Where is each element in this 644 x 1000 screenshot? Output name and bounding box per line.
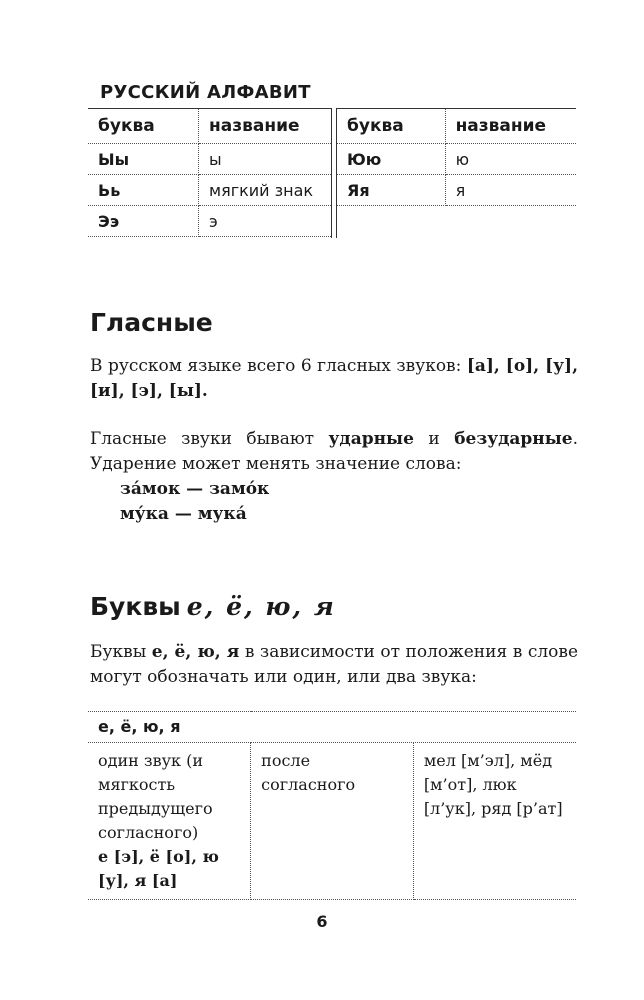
letter-cell: Ээ [88, 206, 199, 237]
name-cell: я [445, 175, 576, 206]
name-cell: э [199, 206, 332, 237]
header-name: название [199, 109, 332, 144]
alphabet-table-left [88, 108, 331, 237]
letters-list: е, ё, ю, я [151, 642, 240, 662]
table-row [88, 175, 331, 206]
table-row [88, 743, 576, 900]
example-line: за́мок — замо́к [120, 479, 270, 499]
example-line: му́ка — мука́ [120, 504, 247, 524]
table-header-row [88, 712, 576, 743]
vowels-paragraph-1 [90, 354, 578, 404]
vowel-sounds: [а], [о], [у], [и], [э], [ы]. [90, 356, 578, 401]
table-row [88, 144, 331, 175]
table-cell-examples: мел [м’эл], мёд [м’от], люк [л’ук], ряд [р’ат] [413, 743, 576, 900]
letter-cell: Яя [337, 175, 445, 206]
cell-text: один звук (и мягкость предыдущего согласного) [98, 751, 213, 842]
name-cell: ю [445, 144, 576, 175]
name-cell: мягкий знак [199, 175, 332, 206]
stress-examples [120, 477, 269, 527]
paragraph-text: . Ударение может менять значение слова: [90, 429, 579, 474]
letter-cell: Юю [337, 144, 445, 175]
paragraph-text: в зависимости от положения в слове могут обозначать или один, или два звука: [90, 642, 579, 687]
letter-cell: Ьь [88, 175, 199, 206]
header-letter: буква [337, 109, 445, 144]
table-row [337, 144, 576, 175]
paragraph-text: Гласные звуки бывают [90, 429, 329, 449]
table-row [337, 175, 576, 206]
cell-bold-text: е [э], ё [о], ю [у], я [а] [98, 847, 219, 890]
table-header-cell: е, ё, ю, я [88, 712, 576, 743]
unstressed-term: безударные [454, 429, 573, 449]
stressed-term: ударные [328, 429, 414, 449]
vowels-paragraph-2 [90, 427, 578, 477]
letters-heading [90, 592, 336, 621]
table-cell-position: после согласного [251, 743, 414, 900]
letters-paragraph [90, 640, 578, 690]
paragraph-text: В русском языке всего 6 гласных звуков: [90, 356, 467, 376]
alphabet-title: РУССКИЙ АЛФАВИТ [100, 82, 311, 103]
name-cell: ы [199, 144, 332, 175]
table-header-row [88, 109, 331, 144]
letters-table [88, 711, 576, 900]
page-number: 6 [316, 912, 328, 931]
letters-heading-letters: е, ё, ю, я [186, 592, 336, 621]
header-letter: буква [88, 109, 199, 144]
table-cell-description [88, 743, 251, 900]
table-header-row [337, 109, 576, 144]
paragraph-text: и [413, 429, 455, 449]
header-name: название [445, 109, 576, 144]
alphabet-table [88, 108, 576, 238]
paragraph-text: Буквы [90, 642, 152, 662]
table-row [88, 206, 331, 237]
letter-cell: Ыы [88, 144, 199, 175]
vowels-heading: Гласные [90, 308, 213, 337]
alphabet-table-right [337, 108, 576, 206]
letters-heading-word: Буквы [90, 592, 181, 621]
